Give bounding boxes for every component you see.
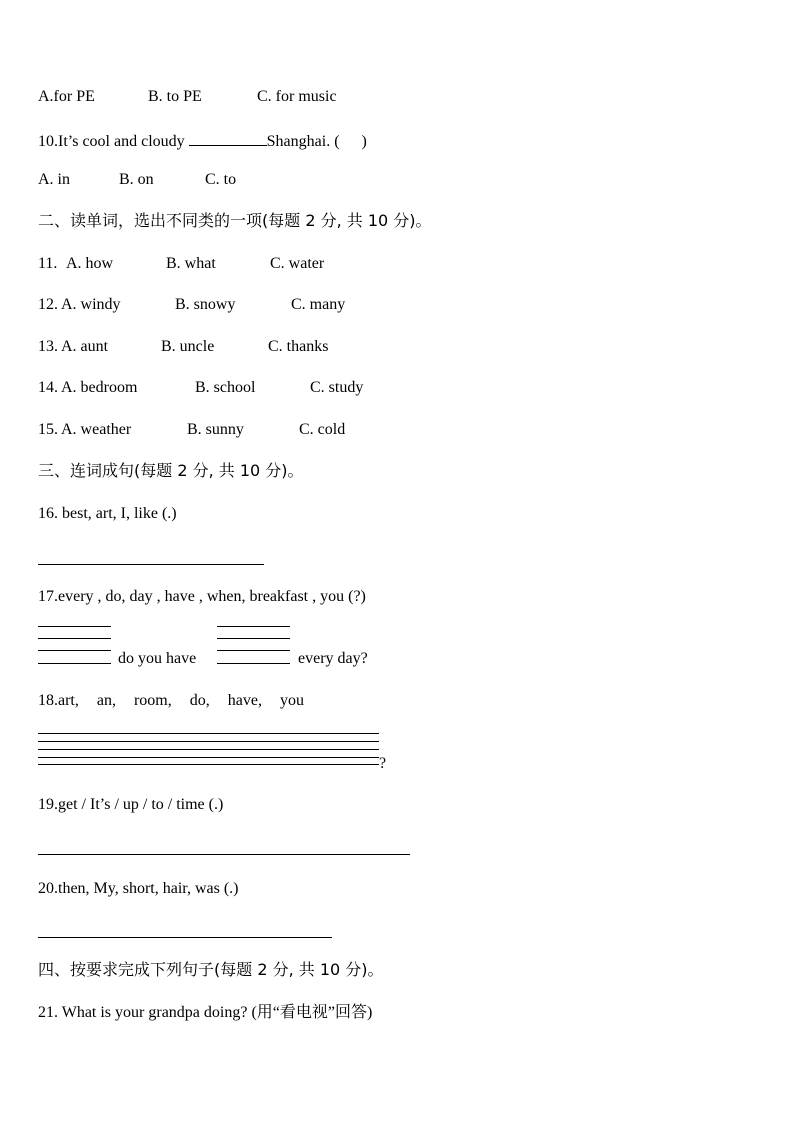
q10-stem-post: Shanghai. ( xyxy=(266,133,340,150)
q14-option-c: C. study xyxy=(310,379,364,396)
q17-answer-line-2b[interactable] xyxy=(217,638,290,639)
question-18: 18.art, an, room, do, have, you xyxy=(38,692,304,709)
q12-number: 12. xyxy=(38,296,58,313)
q9-option-a: A.for PE xyxy=(38,88,95,105)
q17-middle-text: do you have xyxy=(118,650,197,667)
section-3-title: 三、连词成句(每题 2 分, 共 10 分)。 xyxy=(38,461,304,480)
question-16: 16. best, art, I, like (.) xyxy=(38,505,177,522)
q9-option-c: C. for music xyxy=(257,88,337,105)
q20-answer-line[interactable] xyxy=(38,937,332,938)
q10-option-b: B. on xyxy=(119,171,154,188)
q14-option-b: B. school xyxy=(195,379,256,396)
q12-option-c: C. many xyxy=(291,296,346,313)
q18-answer-line-e[interactable] xyxy=(38,764,379,765)
q19-answer-line[interactable] xyxy=(38,854,410,855)
q10-paren-close: ) xyxy=(361,133,367,150)
q13-option-b: B. uncle xyxy=(161,338,215,355)
question-21: 21. What is your grandpa doing? (用“看电视”回答) xyxy=(38,1004,373,1021)
q17-end-text: every day? xyxy=(298,650,368,667)
question-20: 20.then, My, short, hair, was (.) xyxy=(38,880,239,897)
q11-option-b: B. what xyxy=(166,255,216,272)
q13-number: 13. xyxy=(38,338,58,355)
q17-answer-line-1b[interactable] xyxy=(38,638,111,639)
q10-stem-pre: 10.It’s cool and cloudy xyxy=(38,133,189,150)
q17-answer-line-1d[interactable] xyxy=(38,663,111,664)
q17-answer-line-2a[interactable] xyxy=(217,626,290,627)
q14-option-a: A. bedroom xyxy=(61,379,138,396)
q10-option-c: C. to xyxy=(205,171,237,188)
q15-option-a: A. weather xyxy=(61,421,132,438)
q18-end-mark: ? xyxy=(379,755,387,772)
q17-answer-line-1a[interactable] xyxy=(38,626,111,627)
q10-option-a: A. in xyxy=(38,171,70,188)
question-19: 19.get / It’s / up / to / time (.) xyxy=(38,796,224,813)
q12-option-a: A. windy xyxy=(61,296,121,313)
q13-option-c: C. thanks xyxy=(268,338,329,355)
q9-option-b: B. to PE xyxy=(148,88,202,105)
section-2-title: 二、读单词，选出不同类的一项(每题 2 分, 共 10 分)。 xyxy=(38,211,432,230)
q17-answer-line-2c[interactable] xyxy=(217,650,290,651)
question-10 xyxy=(38,130,367,152)
q11-option-c: C. water xyxy=(270,255,325,272)
q15-option-c: C. cold xyxy=(299,421,346,438)
answer-blank[interactable] xyxy=(189,130,267,146)
section-4-title: 四、按要求完成下列句子(每题 2 分, 共 10 分)。 xyxy=(38,960,384,979)
q15-number: 15. xyxy=(38,421,58,438)
q13-option-a: A. aunt xyxy=(61,338,109,355)
q12-option-b: B. snowy xyxy=(175,296,236,313)
q18-answer-line-b[interactable] xyxy=(38,741,379,742)
q16-answer-line[interactable] xyxy=(38,564,264,565)
q17-answer-line-1c[interactable] xyxy=(38,650,111,651)
q18-answer-line-a[interactable] xyxy=(38,733,379,734)
q17-answer-line-2d[interactable] xyxy=(217,663,290,664)
question-17: 17.every , do, day , have , when, breakfast , you (?) xyxy=(38,588,366,605)
q11-option-a: A. how xyxy=(66,255,114,272)
q18-answer-line-d[interactable] xyxy=(38,757,379,758)
q18-answer-line-c[interactable] xyxy=(38,749,379,750)
q14-number: 14. xyxy=(38,379,58,396)
q15-option-b: B. sunny xyxy=(187,421,244,438)
q11-number: 11. xyxy=(38,255,58,272)
